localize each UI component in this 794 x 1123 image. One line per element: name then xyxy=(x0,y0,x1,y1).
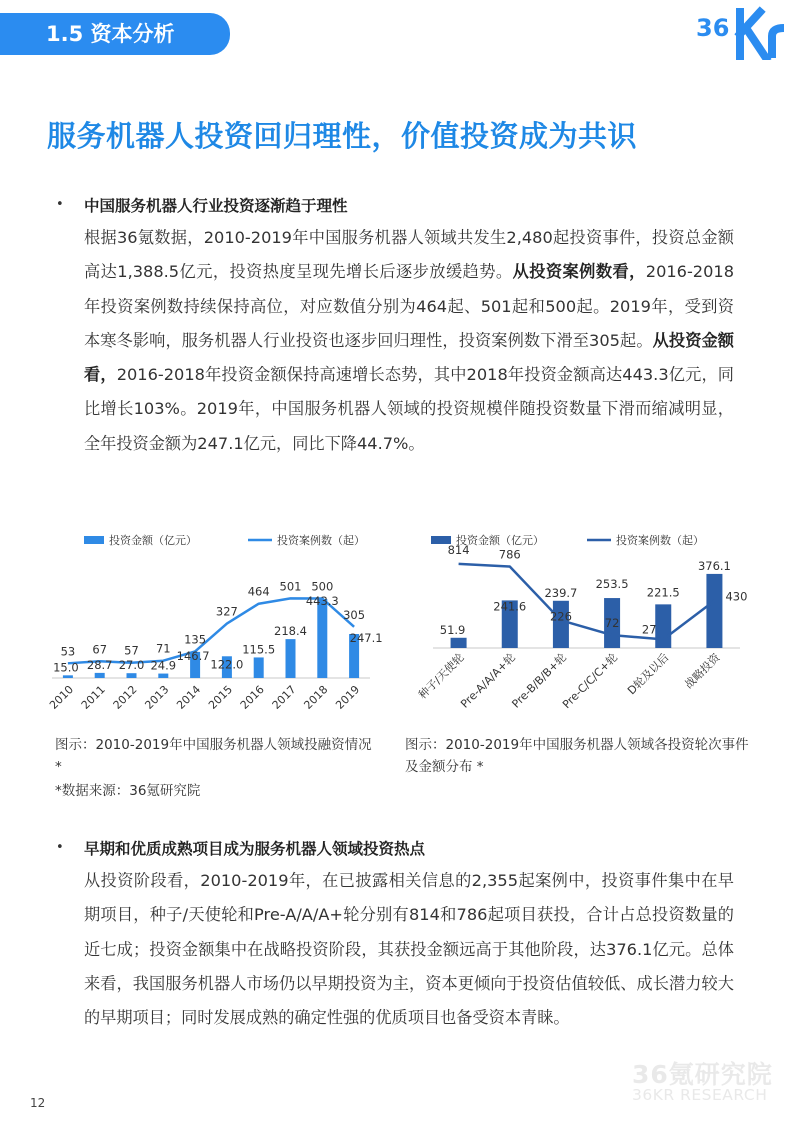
series-line xyxy=(68,598,354,663)
line-value-label: 501 xyxy=(279,579,302,594)
line-value-label: 327 xyxy=(215,604,238,619)
bar xyxy=(706,574,722,648)
bar xyxy=(451,638,467,648)
bar-value-label: 15.0 xyxy=(53,660,79,675)
line-value-label: 27 xyxy=(641,622,657,637)
category-tick-label: 2019 xyxy=(333,682,363,712)
legend-bar-swatch xyxy=(84,536,104,544)
bar-value-label: 221.5 xyxy=(646,585,680,600)
line-value-label: 67 xyxy=(92,642,108,657)
bar-value-label: 241.6 xyxy=(493,599,527,614)
line-value-label: 430 xyxy=(725,589,748,604)
section2-heading: 早期和优质成熟项目成为服务机器人领域投资热点 xyxy=(84,840,426,858)
line-value-label: 305 xyxy=(343,607,366,622)
line-value-label: 464 xyxy=(247,584,270,599)
section1-heading: 中国服务机器人行业投资逐渐趋于理性 xyxy=(84,197,348,215)
bar xyxy=(317,599,327,678)
bullet-2: • xyxy=(56,840,64,855)
bar-value-label: 115.5 xyxy=(242,642,276,657)
watermark-en: 36KR RESEARCH xyxy=(632,1086,768,1104)
legend-line-label: 投资案例数（起） xyxy=(616,534,704,547)
category-tick-label: 战略投资 xyxy=(682,650,723,692)
logo-r-glyph xyxy=(772,28,784,58)
left-chart-caption: 图示：2010-2019年中国服务机器人领域投融资情况 * xyxy=(55,737,372,775)
section1-text-3: 2016-2018年投资金额保持高速增长态势，其中2018年投资金额高达443.3亿元，同比增长103%。2019年，中国服务机器人领域的投资规模伴随投资数量下滑而缩减明显，全年投资金额为247.1亿元，同比下降44.7%。 xyxy=(84,365,734,453)
bar xyxy=(655,604,671,648)
bar xyxy=(254,657,264,678)
bullet-1: • xyxy=(56,197,64,212)
bar-value-label: 122.0 xyxy=(210,657,244,672)
line-value-label: 57 xyxy=(124,643,139,658)
category-tick-label: Pre-C/C/C+轮 xyxy=(560,650,621,712)
category-tick-label: D轮及以后 xyxy=(625,650,672,698)
category-tick-label: 2018 xyxy=(301,682,331,712)
category-tick-label: 2015 xyxy=(206,682,236,712)
category-tick-label: 2013 xyxy=(142,682,172,712)
bar-value-label: 239.7 xyxy=(544,585,578,600)
page-title: 服务机器人投资回归理性，价值投资成为共识 xyxy=(47,119,638,153)
bar-value-label: 146.7 xyxy=(176,648,210,663)
right-chart-caption: 图示：2010-2019年中国服务机器人领域各投资轮次事件及金额分布 * xyxy=(405,737,749,775)
bar-value-label: 28.7 xyxy=(86,657,113,672)
category-tick-label: 2012 xyxy=(110,682,140,712)
logo-k-glyph xyxy=(740,12,766,58)
legend-bar-label: 投资金额（亿元） xyxy=(109,534,197,547)
category-tick-label: 2011 xyxy=(78,682,108,712)
bar xyxy=(95,673,105,678)
bar xyxy=(553,601,569,648)
section2-paragraph: 从投资阶段看，2010-2019年，在已披露相关信息的2,355起案例中，投资事件集中在早期项目，种子/天使轮和Pre-A/A/A+轮分别有814和786起项目获投，合计占总投资数量的近七成；投资金额集中在战略投资阶段，其获投金额远高于其他阶段，达376.1亿元。总体来看，我国服务机器人市场仍以早期投资为主，资本更倾向于投资估值较低、成长潜力较大的早期项目；同时发展成熟的确定性强的优质项目也备受资本青睐。 xyxy=(84,871,734,1028)
bar xyxy=(286,639,296,678)
line-value-label: 135 xyxy=(184,632,207,647)
section1-text-1: 根据36氪数据，2010-2019年中国服务机器人领域共发生2,480起投资事件，投资总金额高达1,388.5亿元，投资热度呈现先增长后逐步放缓趋势。 xyxy=(84,228,734,282)
line-value-label: 500 xyxy=(311,579,334,594)
bar-value-label: 253.5 xyxy=(595,577,629,592)
data-source-note: *数据来源：36氪研究院 xyxy=(55,783,201,799)
bar-value-label: 247.1 xyxy=(349,631,383,646)
category-tick-label: 2017 xyxy=(269,682,299,712)
bar-value-label: 376.1 xyxy=(697,558,731,573)
line-value-label: 71 xyxy=(155,641,171,656)
36kr-logo xyxy=(684,0,794,60)
watermark-cn: 36氪研究院 xyxy=(632,1060,773,1089)
chart-investment-by-year xyxy=(40,522,385,720)
bar-value-label: 443.3 xyxy=(305,594,339,609)
section1-paragraph xyxy=(84,221,734,461)
bar-value-label: 24.9 xyxy=(150,658,177,673)
line-value-label: 814 xyxy=(447,542,470,557)
category-tick-label: 种子/天使轮 xyxy=(415,650,467,702)
line-value-label: 72 xyxy=(604,616,620,631)
bar xyxy=(63,675,73,678)
line-value-label: 53 xyxy=(60,644,76,659)
chart-investment-by-round xyxy=(405,522,765,727)
section1-text-2: 2016-2018年投资案例数持续保持高位，对应数值分别为464起、501起和500起。2019年，受到资本寒冬影响，服务机器人行业投资也逐步回归理性，投资案例数下滑至305起。 xyxy=(84,262,734,350)
section-title: 1.5 资本分析 xyxy=(46,22,175,46)
bar xyxy=(158,674,168,678)
bar-value-label: 27.0 xyxy=(118,658,145,673)
legend-line-label: 投资案例数（起） xyxy=(277,534,365,547)
bar xyxy=(127,673,137,678)
section1-bold-2: 从投资金额看， xyxy=(84,330,734,385)
line-value-label: 786 xyxy=(498,547,521,562)
category-tick-label: 2016 xyxy=(237,682,267,712)
bar-value-label: 51.9 xyxy=(439,622,466,637)
legend-bar-label: 投资金额（亿元） xyxy=(456,534,544,547)
page-number: 12 xyxy=(30,1096,46,1110)
bar-value-label: 218.4 xyxy=(274,624,307,639)
line-value-label: 226 xyxy=(549,609,572,624)
category-tick-label: 2014 xyxy=(174,682,204,712)
section1-bold-1: 从投资案例数看， xyxy=(512,262,646,282)
category-tick-label: Pre-B/B/B+轮 xyxy=(509,650,570,711)
category-tick-label: 2010 xyxy=(47,682,77,712)
category-tick-label: Pre-A/A/A+轮 xyxy=(458,650,518,711)
logo-36-text: 36 xyxy=(696,14,730,42)
